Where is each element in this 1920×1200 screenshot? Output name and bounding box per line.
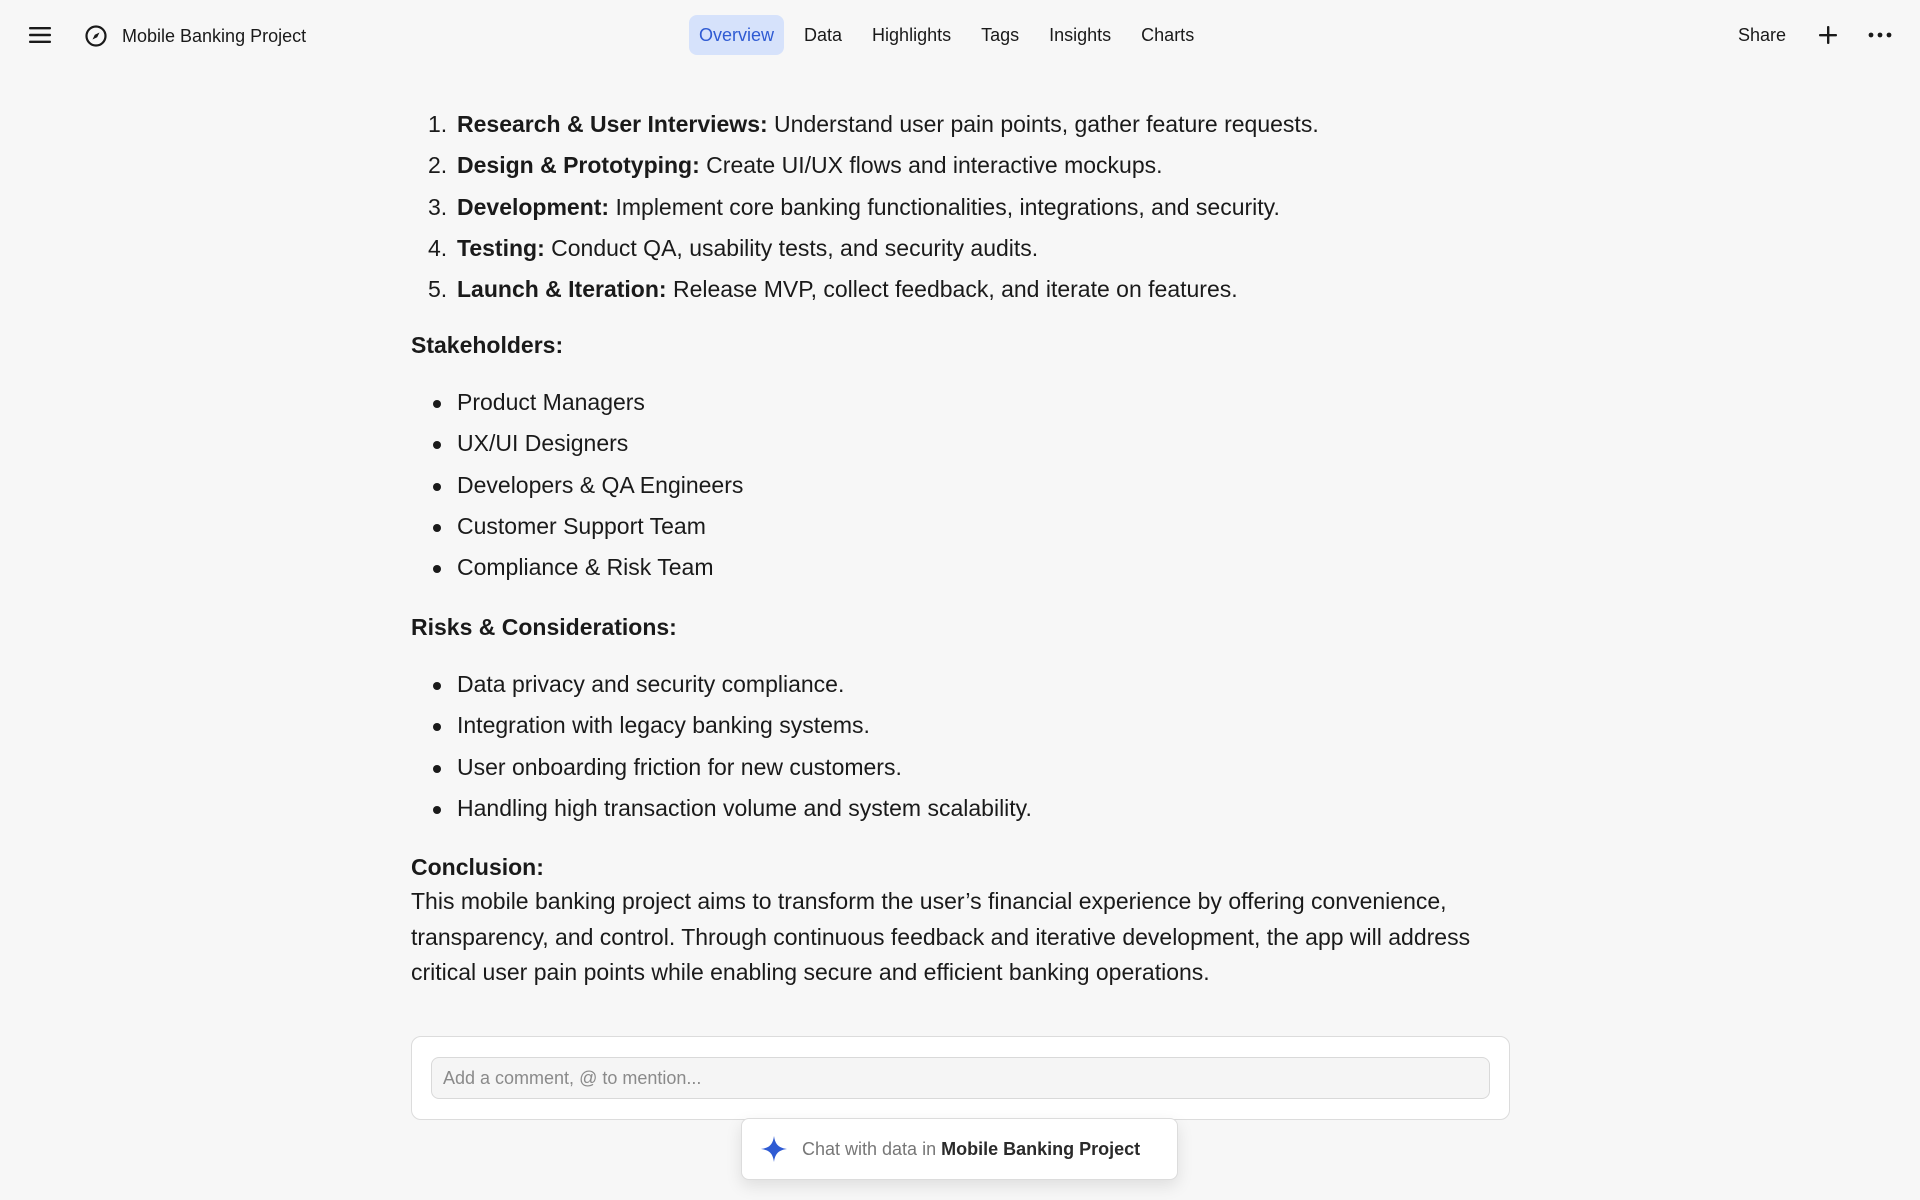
phase-title: Design & Prototyping:	[457, 152, 700, 179]
phase-text: Release MVP, collect feedback, and iterate on features.	[666, 276, 1238, 303]
stakeholders-heading: Stakeholders:	[411, 332, 564, 358]
chat-with-data-button[interactable]	[741, 1118, 1178, 1180]
risks-list	[411, 664, 1032, 829]
stakeholders-list	[411, 382, 743, 588]
comment-input[interactable]	[431, 1057, 1490, 1099]
list-item: UX/UI Designers	[411, 423, 743, 464]
list-item	[411, 187, 1319, 228]
conclusion-heading: Conclusion:	[411, 854, 544, 880]
comment-box	[411, 1036, 1510, 1120]
list-number: 3.	[428, 193, 448, 220]
compass-icon	[84, 24, 108, 48]
list-item: Compliance & Risk Team	[411, 547, 743, 588]
phase-text: Conduct QA, usability tests, and security audits.	[544, 234, 1039, 261]
hamburger-menu-icon[interactable]	[26, 22, 54, 48]
list-number: 2.	[428, 152, 448, 179]
list-item: Handling high transaction volume and system scalability.	[411, 788, 1032, 829]
list-item	[411, 228, 1319, 269]
project-phases-list	[411, 104, 1319, 310]
phase-title: Testing:	[457, 234, 545, 261]
tab-highlights[interactable]: Highlights	[872, 25, 952, 45]
tab-insights[interactable]: Insights	[1049, 25, 1112, 45]
list-number: 1.	[428, 111, 448, 137]
phase-text: Create UI/UX flows and interactive mockups.	[699, 152, 1163, 179]
list-item	[411, 145, 1319, 186]
conclusion-paragraph: This mobile banking project aims to transform the user’s financial experience by offering convenience, transparency, and control. Through continuous feedback and iterative development, the app will address critical user pain points while enabling secure and efficient banking operations.	[411, 888, 1471, 985]
phase-text: Understand user pain points, gather feature requests.	[767, 111, 1319, 137]
list-item	[411, 104, 1319, 145]
plus-icon[interactable]	[1816, 22, 1840, 48]
list-item: Product Managers	[411, 382, 743, 423]
list-item	[411, 269, 1319, 310]
sparkle-icon	[760, 1135, 788, 1163]
phase-title: Development:	[457, 193, 610, 220]
phase-title: Research & User Interviews:	[457, 111, 768, 137]
tab-charts[interactable]: Charts	[1141, 25, 1195, 45]
tab-overview[interactable]: Overview	[689, 15, 784, 55]
list-number: 4.	[428, 234, 448, 261]
chat-label	[802, 1139, 1140, 1160]
phase-text: Implement core banking functionalities, integrations, and security.	[609, 193, 1280, 220]
share-button[interactable]: Share	[1738, 25, 1787, 45]
tab-tags[interactable]: Tags	[981, 25, 1020, 45]
list-item: Customer Support Team	[411, 506, 743, 547]
chat-project-name: Mobile Banking Project	[941, 1138, 1141, 1159]
tab-bar	[689, 15, 1204, 55]
top-bar	[0, 0, 1920, 70]
project-title[interactable]: Mobile Banking Project	[122, 26, 307, 46]
phase-title: Launch & Iteration:	[457, 276, 667, 303]
risks-heading: Risks & Considerations:	[411, 614, 677, 640]
chat-prefix: Chat with data in	[802, 1138, 942, 1159]
list-item: User onboarding friction for new customers.	[411, 747, 1032, 788]
list-item: Data privacy and security compliance.	[411, 664, 1032, 705]
more-horizontal-icon[interactable]	[1866, 22, 1894, 48]
list-item: Developers & QA Engineers	[411, 465, 743, 506]
list-item: Integration with legacy banking systems.	[411, 705, 1032, 746]
tab-data[interactable]: Data	[804, 25, 843, 45]
list-number: 5.	[428, 276, 448, 303]
